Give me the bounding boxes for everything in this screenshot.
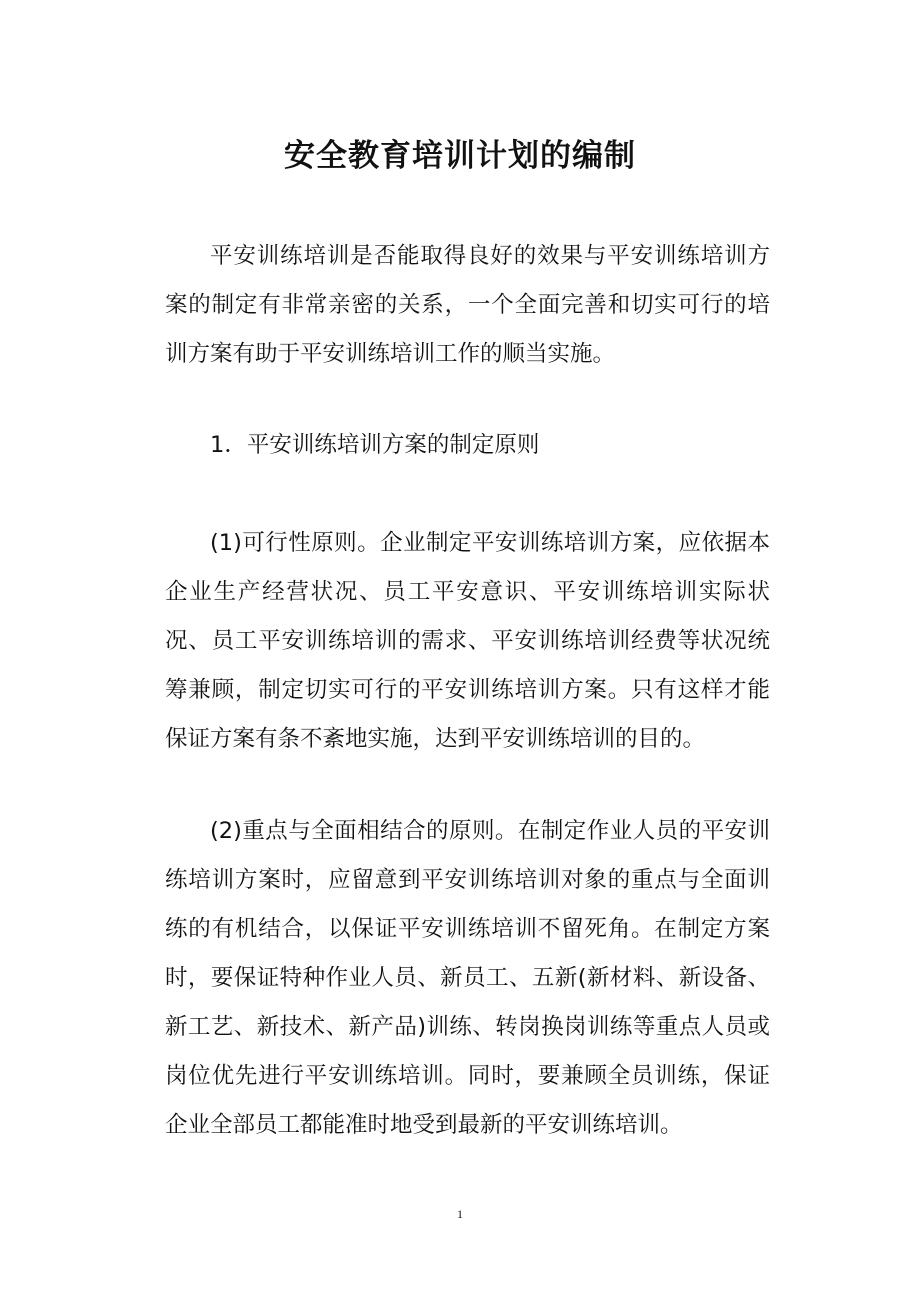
section-heading: 1．平安训练培训方案的制定原则 — [210, 432, 540, 458]
principle-paragraph-1: (1)可行性原则。企业制定平安训练培训方案，应依据本企业生产经营状况、员工平安意识、平安训练培训实际状况、员工平安训练培训的需求、平安训练培训经费等状况统筹兼顾，制定切实可行的平安训练培训方案。只有这样才能保证方案有条不紊地实施，达到平安训练培训的目的。 — [165, 530, 770, 752]
page-title: 安全教育培训计划的编制 — [284, 138, 636, 174]
intro-paragraph: 平安训练培训是否能取得良好的效果与平安训练培训方案的制定有非常亲密的关系，一个全面完善和切实可行的培训方案有助于平安训练培训工作的顺当实施。 — [165, 243, 770, 367]
principle-paragraph-2: (2)重点与全面相结合的原则。在制定作业人员的平安训练培训方案时，应留意到平安训练培训对象的重点与全面训练的有机结合，以保证平安训练培训不留死角。在制定方案时，要保证特种作业人员、新员工、五新(新材料、新设备、新工艺、新技术、新产品)训练、转岗换岗训练等重点人员或岗位优先进行平安训练培训。同时，要兼顾全员训练，保证企业全部员工都能准时地受到最新的平安训练培训。 — [165, 818, 770, 1138]
page-number: 1 — [457, 1207, 463, 1221]
